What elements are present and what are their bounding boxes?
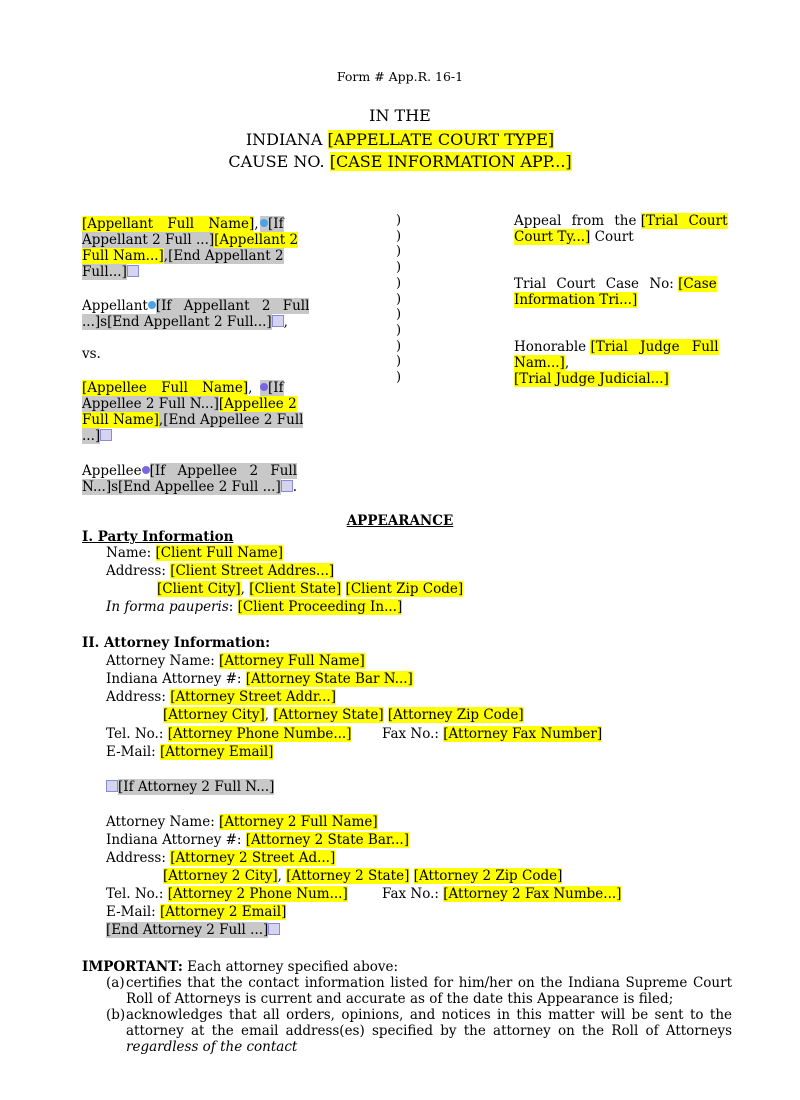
attorney-fax-row: Fax No.: [Attorney Fax Number] xyxy=(382,726,603,742)
if-appellant2-b-cont[interactable]: ...]s xyxy=(82,314,108,330)
attorney-name-row: Attorney Name: [Attorney Full Name] xyxy=(106,653,365,669)
trial-court-field-b[interactable]: Court Ty...] xyxy=(514,229,591,245)
if-attorney2-field[interactable]: [If Attorney 2 Full N...] xyxy=(118,779,275,795)
caption-paren: ) xyxy=(396,213,402,228)
attorney2-phone-field[interactable]: [Attorney 2 Phone Num...] xyxy=(167,886,348,902)
field-end-marker-icon xyxy=(100,429,112,441)
attorney2-fax-row: Fax No.: [Attorney 2 Fax Numbe...] xyxy=(382,886,622,902)
appellant-line-2 xyxy=(82,232,298,248)
if-appellant2-start[interactable]: [If xyxy=(260,216,284,232)
client-full-name-field[interactable]: [Client Full Name] xyxy=(155,545,284,561)
trial-judge-judicial-field[interactable]: [Trial Judge Judicial...] xyxy=(514,371,669,387)
attorney-tel-row: Tel. No.: [Attorney Phone Numbe...] xyxy=(106,726,352,742)
if-appellant2-b-field[interactable]: [If Appellant 2 Full xyxy=(155,298,310,314)
attorney-address-row: Address: [Attorney Street Addr...] xyxy=(106,689,336,705)
appearance-title-text: APPEARANCE xyxy=(346,513,454,529)
attorney-street-field[interactable]: [Attorney Street Addr...] xyxy=(170,689,336,705)
attorney2-zip-field[interactable]: [Attorney 2 Zip Code] xyxy=(413,868,563,884)
caption-paren: ) xyxy=(396,244,402,260)
attorney-email-row: E-Mail: [Attorney Email] xyxy=(106,744,274,760)
attorney2-bar-row: Indiana Attorney #: [Attorney 2 State Bar...] xyxy=(106,832,409,848)
appellee-designation-line-2: N...]s[End Appellee 2 Full ...] . xyxy=(82,479,298,495)
in-the-line: IN THE xyxy=(369,106,431,125)
important-a-marker: (a) xyxy=(106,975,125,991)
end-attorney2-field[interactable]: [End Attorney 2 Full ...] xyxy=(106,922,269,938)
appellee-line-3 xyxy=(82,412,303,428)
appellant-designation-line-1: Appellant [If Appellant 2 Full xyxy=(82,298,310,314)
appellee-line-1: [Appellee Full Name], xyxy=(82,380,253,396)
attorney-bar-row: Indiana Attorney #: [Attorney State Bar N...] xyxy=(106,671,413,687)
appearance-title xyxy=(0,513,800,529)
attorney-zip-field[interactable]: [Attorney Zip Code] xyxy=(387,707,524,723)
attorney-city-row: [Attorney City], [Attorney State] [Attorney Zip Code] xyxy=(163,707,524,723)
party-info-heading: I. Party Information xyxy=(82,529,234,545)
attorney2-street-field[interactable]: [Attorney 2 Street Ad...] xyxy=(170,850,336,866)
vs-label: vs. xyxy=(82,346,101,362)
if-appellee2-b-field[interactable]: [If Appellee 2 Full xyxy=(149,463,298,479)
client-zip-field[interactable]: [Client Zip Code] xyxy=(345,581,464,597)
appellee2-name-field-a[interactable]: [Appellee 2 xyxy=(218,396,297,412)
field-marker-icon xyxy=(148,301,156,309)
attorney2-email-field[interactable]: [Attorney 2 Email] xyxy=(160,904,287,920)
attorney-email-field[interactable]: [Attorney Email] xyxy=(160,744,274,760)
trial-judge-field-a[interactable]: [Trial Judge Full xyxy=(590,339,719,355)
field-end-marker-icon xyxy=(127,265,139,277)
appellant2-name-field-b[interactable]: Full Nam...] xyxy=(82,248,164,264)
caption-paren: ) xyxy=(396,338,402,354)
field-end-marker-icon xyxy=(281,480,293,492)
cause-line xyxy=(0,152,800,171)
attorney2-address-row: Address: [Attorney 2 Street Ad...] xyxy=(106,850,336,866)
appellee-line-4 xyxy=(82,428,112,444)
appellee-full-name-field[interactable]: [Appellee Full Name] xyxy=(82,380,249,396)
important-a-text: certifies that the contact information listed for him/her on the Indiana Supreme Court Roll of Attorneys is current and accurate as of the date this Appearance is filed; xyxy=(126,975,732,1007)
field-marker-icon xyxy=(142,466,150,474)
attorney-city-field[interactable]: [Attorney City] xyxy=(163,707,265,723)
client-state-field[interactable]: [Client State] xyxy=(249,581,342,597)
field-start-marker-icon xyxy=(106,780,118,792)
honorable-line-2: Nam...], xyxy=(514,355,570,371)
caption-paren: ) xyxy=(396,228,402,244)
if-appellee2-start[interactable]: [If xyxy=(260,380,284,396)
if-appellee2-cont[interactable]: Appellee 2 Full N...] xyxy=(82,396,219,412)
attorney-state-field[interactable]: [Attorney State] xyxy=(273,707,384,723)
appellee2-name-field-b[interactable]: Full Name] xyxy=(82,412,159,428)
if-attorney2-row xyxy=(106,779,274,795)
appellant-line-3 xyxy=(82,248,284,264)
end-appellee2-field-a[interactable]: ,[End Appellee 2 Full xyxy=(158,412,304,428)
important-row xyxy=(82,959,398,975)
end-attorney2-row xyxy=(106,922,280,938)
appellant-line-4 xyxy=(82,264,139,280)
end-appellant2-field-a[interactable]: ,[End Appellant 2 xyxy=(163,248,284,264)
client-city-field[interactable]: [Client City] xyxy=(157,581,241,597)
important-b-marker: (b) xyxy=(106,1007,126,1023)
court-line xyxy=(0,130,800,149)
caption-paren: ) xyxy=(396,275,402,291)
important-intro: Each attorney specified above: xyxy=(187,959,399,975)
caption-paren: ) xyxy=(396,307,402,323)
caption-paren: ) xyxy=(396,370,402,386)
field-marker-icon xyxy=(260,383,268,391)
attorney2-full-name-field[interactable]: [Attorney 2 Full Name] xyxy=(219,814,378,830)
form-number: Form # App.R. 16-1 xyxy=(336,69,464,84)
party-name-row: Name: [Client Full Name] xyxy=(106,545,284,561)
trial-court-field-a[interactable]: [Trial Court xyxy=(640,213,728,229)
appellant-designation-line-2: ...]s[End Appellant 2 Full...] , xyxy=(82,314,288,330)
attorney2-tel-row: Tel. No.: [Attorney 2 Phone Num...] xyxy=(106,886,348,902)
case-information-trial-field-b[interactable]: Information Tri...] xyxy=(514,292,638,308)
end-appellant2-c-field[interactable]: [End Appellant 2 Full...] xyxy=(107,314,272,330)
field-end-marker-icon xyxy=(272,315,284,327)
party-ifp-row: In forma pauperis: [Client Proceeding In...] xyxy=(106,599,403,615)
case-information-field[interactable]: [CASE INFORMATION APP...] xyxy=(329,152,572,171)
attorney-info-heading: II. Attorney Information: xyxy=(82,635,271,651)
attorney-phone-field[interactable]: [Attorney Phone Numbe...] xyxy=(167,726,352,742)
trial-case-no-line-2 xyxy=(514,292,637,308)
caption-paren: ) xyxy=(396,291,402,307)
client-proceeding-field[interactable]: [Client Proceeding In...] xyxy=(237,599,403,615)
honorable-line-1: Honorable [Trial Judge Full xyxy=(514,339,719,355)
attorney2-city-field[interactable]: [Attorney 2 City] xyxy=(163,868,278,884)
if-appellant2-cont[interactable]: Appellant 2 Full ...] xyxy=(82,232,215,248)
appellate-court-type-field[interactable]: [APPELLATE COURT TYPE] xyxy=(327,130,555,149)
client-street-field[interactable]: [Client Street Addres...] xyxy=(170,563,335,579)
appeal-from-line-2: Court Ty...] Court xyxy=(514,229,634,245)
attorney-bar-field[interactable]: [Attorney State Bar N...] xyxy=(245,671,413,687)
field-marker-icon xyxy=(260,219,268,227)
party-city-row: [Client City], [Client State] [Client Zip Code] xyxy=(157,581,464,597)
caption-paren: ) xyxy=(396,260,402,276)
attorney2-fax-field[interactable]: [Attorney 2 Fax Numbe...] xyxy=(443,886,622,902)
appellant-line-1: [Appellant Full Name], xyxy=(82,216,259,232)
appeal-from-line-1: Appeal from the [Trial Court xyxy=(514,213,728,229)
attorney2-name-row: Attorney Name: [Attorney 2 Full Name] xyxy=(106,814,378,830)
attorney2-bar-field[interactable]: [Attorney 2 State Bar...] xyxy=(245,832,409,848)
party-address-row: Address: [Client Street Addres...] xyxy=(106,563,335,579)
if-appellee2-b-cont[interactable]: N...]s xyxy=(82,479,119,495)
trial-judge-field-b[interactable]: Nam...] xyxy=(514,355,565,371)
caption-paren-column xyxy=(396,213,401,386)
attorney2-city-row: [Attorney 2 City], [Attorney 2 State] [Attorney 2 Zip Code] xyxy=(163,868,563,884)
trial-case-no-line-1: Trial Court Case No: [Case xyxy=(514,276,717,292)
appellant-full-name-field[interactable]: [Appellant Full Name] xyxy=(82,216,255,232)
important-label: IMPORTANT: xyxy=(82,959,183,975)
cause-prefix: CAUSE NO. xyxy=(228,152,325,171)
end-appellee2-c-field[interactable]: [End Appellee 2 Full ...] xyxy=(118,479,281,495)
caption-paren: ) xyxy=(396,322,402,338)
appellee-line-2 xyxy=(82,396,297,412)
case-information-trial-field-a[interactable]: [Case xyxy=(678,276,717,292)
end-appellant2-field-b[interactable]: Full...] xyxy=(82,264,127,280)
court-prefix: INDIANA xyxy=(245,130,323,149)
end-appellee2-field-b[interactable]: ...] xyxy=(82,428,101,444)
attorney2-state-field[interactable]: [Attorney 2 State] xyxy=(286,868,410,884)
caption-paren: ) xyxy=(396,354,402,370)
attorney-full-name-field[interactable]: [Attorney Full Name] xyxy=(219,653,365,669)
appellant2-name-field-a[interactable]: [Appellant 2 xyxy=(214,232,299,248)
appellee-designation-line-1: Appellee [If Appellee 2 Full xyxy=(82,463,298,479)
important-b-text: acknowledges that all orders, opinions, and notices in this matter will be sent to the attorney at the email address(es) specified by the attorney on the Roll of Attorneys regardless of the contact xyxy=(126,1007,732,1055)
attorney-fax-field[interactable]: [Attorney Fax Number] xyxy=(443,726,603,742)
field-end-marker-icon xyxy=(268,923,280,935)
attorney2-email-row: E-Mail: [Attorney 2 Email] xyxy=(106,904,287,920)
honorable-line-3 xyxy=(514,371,669,387)
